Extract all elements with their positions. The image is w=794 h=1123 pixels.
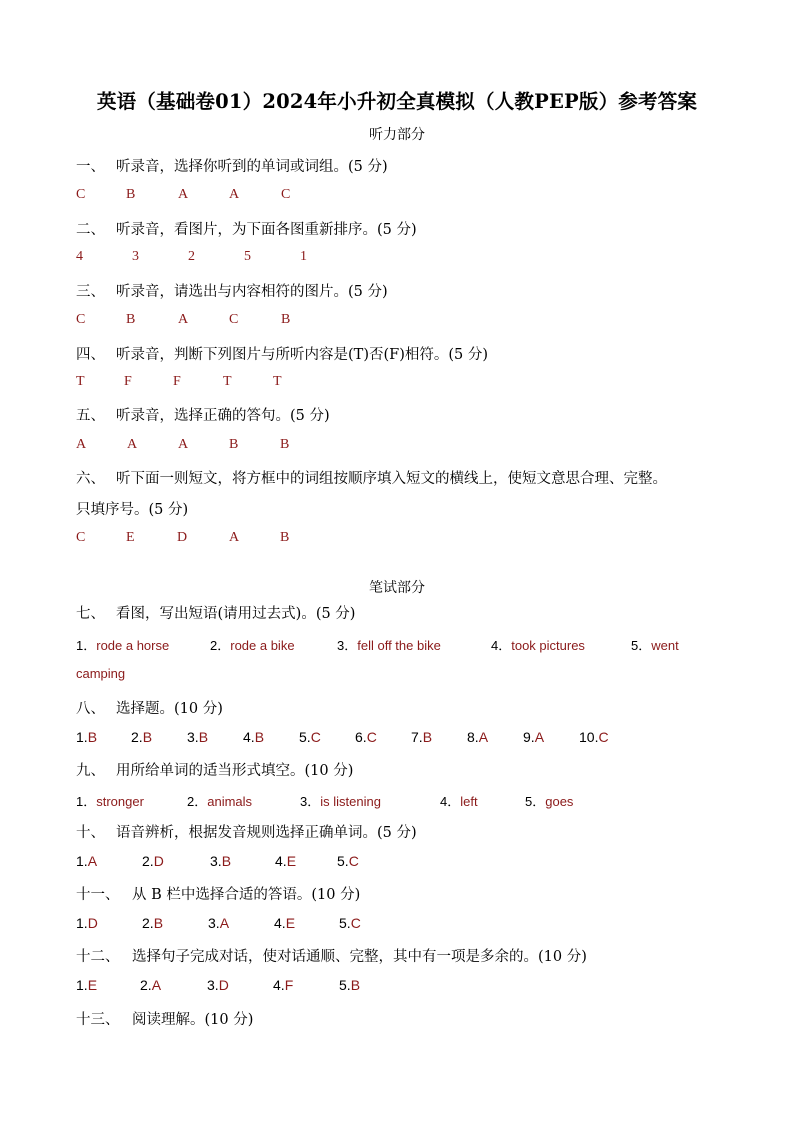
answer: C — [76, 530, 86, 545]
question-text: 听下面一则短文，将方框中的词组按顺序填入短文的横线上，使短文意思合理、完整。 — [116, 471, 667, 487]
answer: A — [178, 437, 189, 452]
question-text: 听录音，请选出与内容相符的图片。(5 分) — [116, 284, 388, 300]
answer-number: 3. — [208, 915, 220, 931]
answer-item — [525, 791, 573, 810]
answer: T — [76, 374, 85, 389]
answer-item — [76, 635, 210, 654]
answer-item — [631, 635, 679, 654]
answer-text: went — [651, 638, 679, 653]
answer-text: E — [285, 915, 296, 931]
answer-number: 5. — [339, 977, 351, 993]
question-number: 六、 — [76, 471, 105, 487]
answer-text: B — [142, 729, 153, 745]
answer-number: 3． — [337, 638, 358, 653]
listening-section-heading: 听力部分 — [369, 127, 425, 143]
answer-item — [355, 729, 411, 745]
answer-text: D — [153, 853, 164, 869]
answer-number: 5． — [631, 638, 652, 653]
answer-text: B — [198, 729, 209, 745]
answer-item — [337, 853, 359, 869]
answer: A — [229, 530, 240, 545]
question-12-answers — [76, 977, 360, 993]
answer-number: 4. — [243, 729, 255, 745]
answer-item — [187, 791, 300, 810]
answer: C — [229, 312, 239, 327]
question-text: 阅读理解。(10 分) — [132, 1012, 254, 1028]
answer-item — [337, 635, 491, 654]
answer-text: stronger — [96, 794, 144, 809]
question-8-heading — [76, 697, 223, 718]
answer-number: 1. — [76, 977, 88, 993]
question-7-answers-cont — [76, 666, 125, 681]
answer-number: 2． — [187, 794, 208, 809]
answer-item — [131, 729, 187, 745]
question-5-heading — [76, 404, 330, 425]
answer-text: C — [350, 915, 361, 931]
question-number: 九、 — [76, 763, 105, 779]
question-text-cont: 只填序号。(5 分) — [76, 502, 189, 518]
answer-text: B — [153, 915, 164, 931]
answer-text: fell off the bike — [357, 638, 441, 653]
answer-number: 5. — [299, 729, 311, 745]
question-5-answers — [76, 437, 289, 453]
answer-number: 1． — [76, 638, 97, 653]
answer-number: 9. — [523, 729, 535, 745]
answer-number: 10. — [579, 729, 599, 745]
question-6-heading — [76, 467, 667, 488]
question-text: 用所给单词的适当形式填空。(10 分) — [116, 763, 354, 779]
answer-item — [140, 977, 207, 993]
answer-number: 3. — [187, 729, 199, 745]
answer-item — [523, 729, 579, 745]
question-text: 语音辨析，根据发音规则选择正确单词。(5 分) — [116, 825, 417, 841]
answer: 1 — [300, 249, 307, 264]
question-text: 听录音，看图片，为下面各图重新排序。(5 分) — [116, 222, 417, 238]
answer-item — [440, 791, 525, 810]
question-number: 十一、 — [76, 887, 120, 903]
answer-number: 2. — [140, 977, 152, 993]
question-3-answers — [76, 312, 290, 328]
answer-number: 3. — [210, 853, 222, 869]
answer-item — [210, 635, 337, 654]
answer-number: 1． — [76, 794, 97, 809]
answer-number: 4. — [275, 853, 287, 869]
answer-item — [210, 853, 275, 869]
answer: F — [173, 374, 181, 389]
question-4-heading — [76, 343, 488, 364]
answer-item — [300, 791, 440, 810]
question-6-answers — [76, 530, 289, 546]
question-10-heading — [76, 821, 417, 842]
question-6-heading-cont — [76, 498, 188, 519]
answer-number: 4． — [440, 794, 461, 809]
answer-number: 5． — [525, 794, 546, 809]
answer-text: B — [350, 977, 361, 993]
question-7-heading — [76, 602, 355, 623]
question-9-heading — [76, 759, 353, 780]
answer-number: 4． — [491, 638, 512, 653]
answer-number: 4. — [273, 977, 285, 993]
answer-text: B — [87, 729, 98, 745]
answer-item — [187, 729, 243, 745]
answer-text: left — [460, 794, 478, 809]
answer-text: F — [284, 977, 294, 993]
answer-number: 2. — [142, 853, 154, 869]
answer: A — [178, 187, 189, 202]
answer-item — [76, 729, 131, 745]
answer-item — [491, 635, 631, 654]
question-11-heading — [76, 883, 360, 904]
answer-text: E — [87, 977, 98, 993]
answer-number: 5. — [337, 853, 349, 869]
answer: T — [273, 374, 282, 389]
answer-text: A — [478, 729, 489, 745]
page-title: 英语（基础卷01）2024年小升初全真模拟（人教PEP版）参考答案 — [96, 90, 698, 113]
question-11-answers — [76, 915, 361, 931]
answer: B — [281, 312, 291, 327]
answer-item — [76, 853, 142, 869]
answer-item — [274, 915, 339, 931]
answer: D — [177, 530, 188, 545]
answer-number: 8. — [467, 729, 479, 745]
answer-item — [299, 729, 355, 745]
answer: T — [223, 374, 232, 389]
question-text: 选择题。(10 分) — [116, 701, 223, 717]
question-text: 听录音，判断下列图片与所听内容是(T)否(F)相符。(5 分) — [116, 347, 489, 363]
question-2-answers — [76, 249, 307, 265]
answer-item — [467, 729, 523, 745]
answer: B — [126, 187, 136, 202]
answer-text: animals — [207, 794, 253, 809]
answer-text: goes — [545, 794, 574, 809]
answer-number: 7. — [411, 729, 423, 745]
answer: F — [124, 374, 132, 389]
answer-text: B — [221, 853, 232, 869]
answer-text: D — [87, 915, 98, 931]
answer-number: 1. — [76, 729, 88, 745]
answer-text: C — [366, 729, 377, 745]
question-8-answers — [76, 729, 609, 745]
answer-text: C — [348, 853, 359, 869]
answer: E — [126, 530, 135, 545]
answer-number: 5. — [339, 915, 351, 931]
question-number: 十、 — [76, 825, 105, 841]
question-9-answers — [76, 791, 573, 810]
answer-number: 3． — [300, 794, 321, 809]
answer-item — [207, 977, 273, 993]
question-number: 二、 — [76, 222, 105, 238]
question-10-answers — [76, 853, 359, 869]
answer-number: 1. — [76, 915, 88, 931]
question-1-answers — [76, 187, 290, 203]
answer-text: C — [310, 729, 321, 745]
answer: A — [76, 437, 87, 452]
answer-text: A — [151, 977, 162, 993]
answer-number: 1. — [76, 853, 88, 869]
answer: C — [281, 187, 291, 202]
answer-item — [76, 977, 140, 993]
answer-number: 4. — [274, 915, 286, 931]
answer-number: 2. — [131, 729, 143, 745]
answer: A — [178, 312, 189, 327]
answer-text: B — [254, 729, 265, 745]
answer-item — [579, 729, 609, 745]
question-text: 听录音，选择你听到的单词或词组。(5 分) — [116, 159, 388, 175]
question-4-answers — [76, 374, 282, 390]
answer-text: C — [598, 729, 609, 745]
answer: B — [280, 437, 290, 452]
answer-item — [76, 915, 142, 931]
writing-section-heading: 笔试部分 — [369, 580, 425, 596]
answer: 3 — [132, 249, 139, 264]
answer: B — [126, 312, 136, 327]
answer-text: A — [87, 853, 98, 869]
answer-text: A — [219, 915, 230, 931]
question-2-heading — [76, 218, 417, 239]
question-number: 七、 — [76, 606, 105, 622]
question-text: 从 B 栏中选择合适的答语。(10 分) — [132, 887, 361, 903]
answer: B — [229, 437, 239, 452]
question-7-answers — [76, 635, 679, 654]
answer-item — [275, 853, 337, 869]
answer-item — [76, 791, 187, 810]
question-number: 四、 — [76, 347, 105, 363]
question-number: 十二、 — [76, 949, 120, 965]
question-text: 听录音，选择正确的答句。(5 分) — [116, 408, 330, 424]
answer: A — [229, 187, 240, 202]
answer: C — [76, 312, 86, 327]
answer-text: B — [422, 729, 433, 745]
question-1-heading — [76, 155, 388, 176]
answer-item — [142, 915, 208, 931]
answer-item — [208, 915, 274, 931]
answer-text: D — [218, 977, 229, 993]
answer-number: 2. — [142, 915, 154, 931]
answer-item — [411, 729, 467, 745]
answer-item — [142, 853, 210, 869]
answer-text: rode a bike — [230, 638, 295, 653]
answer: C — [76, 187, 86, 202]
question-12-heading — [76, 945, 587, 966]
answer-number: 6. — [355, 729, 367, 745]
answer-item — [273, 977, 339, 993]
answer-text-cont: camping — [76, 666, 126, 681]
answer-item — [339, 915, 361, 931]
question-text: 看图，写出短语(请用过去式)。(5 分) — [116, 606, 356, 622]
answer: B — [280, 530, 290, 545]
answer-text: A — [534, 729, 545, 745]
answer-text: is listening — [320, 794, 381, 809]
answer: 2 — [188, 249, 195, 264]
question-number: 一、 — [76, 159, 105, 175]
answer-number: 3. — [207, 977, 219, 993]
answer-item — [339, 977, 360, 993]
question-number: 五、 — [76, 408, 105, 424]
answer-text: rode a horse — [96, 638, 170, 653]
answer: 5 — [244, 249, 251, 264]
question-number: 三、 — [76, 284, 105, 300]
question-number: 八、 — [76, 701, 105, 717]
question-number: 十三、 — [76, 1012, 120, 1028]
question-3-heading — [76, 280, 388, 301]
question-text: 选择句子完成对话，使对话通顺、完整，其中有一项是多余的。(10 分) — [132, 949, 587, 965]
answer-text: took pictures — [511, 638, 585, 653]
answer-item — [243, 729, 299, 745]
answer-text: E — [286, 853, 297, 869]
answer: 4 — [76, 249, 83, 264]
question-13-heading — [76, 1008, 253, 1029]
answer: A — [127, 437, 138, 452]
answer-number: 2． — [210, 638, 231, 653]
